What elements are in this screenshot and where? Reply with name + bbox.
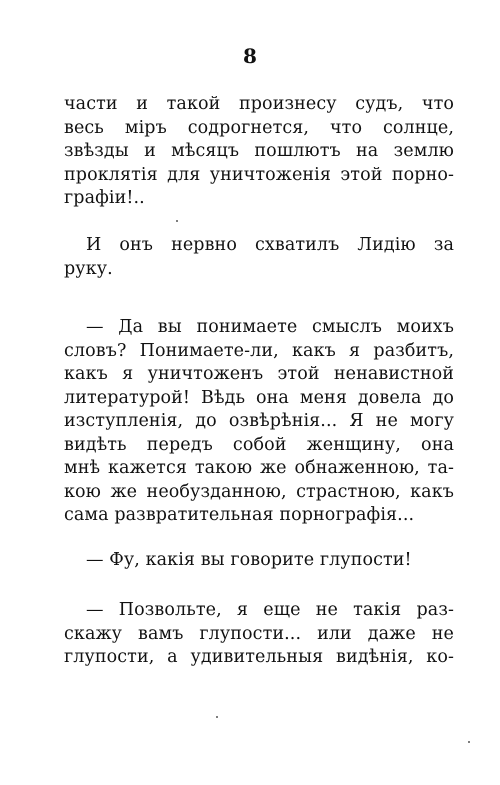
page-number: 8 (243, 44, 257, 68)
text-line: — Да вы понимаете смыслъ моихъ (86, 317, 454, 337)
text-line: весь міръ содрогнется, что солнце, (64, 117, 454, 138)
scan-speck (216, 716, 218, 718)
text-line: мнѣ кажется такою же обнаженною, та- (64, 458, 454, 478)
scan-speck (176, 220, 178, 222)
paragraph-2 (64, 234, 454, 281)
paragraph-3 (64, 316, 454, 528)
text-line: глупости, а удивительныя видѣнія, ко- (64, 647, 454, 667)
text-line: изступленія, до озвѣрѣнія... Я не могу (64, 411, 454, 431)
text-line: проклятія для уничтоженія этой порно- (64, 164, 454, 185)
text-line: графіи!.. (64, 188, 145, 208)
text-line: скажу вамъ глупости... или даже не (64, 623, 454, 644)
text-line: кою же необузданною, страстною, какъ (64, 481, 454, 502)
text-line: — Позвольте, я еще не такія раз- (86, 600, 454, 620)
paragraph-5 (64, 599, 454, 670)
text-line: — Фу, какія вы говорите глупости! (86, 550, 412, 570)
paragraph-4 (64, 549, 454, 573)
paragraph-1 (64, 93, 454, 211)
text-line: видѣть передъ собой женщину, она (64, 434, 454, 455)
text-line: И онъ нервно схватилъ Лидію за (86, 235, 454, 255)
text-line: части и такой произнесу судъ, что (64, 94, 454, 114)
text-line: сама развратительная порнографія... (64, 505, 415, 525)
text-line: словъ? Понимаете-ли, какъ я разбитъ, (64, 340, 454, 361)
text-line: литературой! Вѣдь она меня довела до (64, 387, 454, 408)
scan-speck (468, 741, 470, 743)
text-line: звѣзды и мѣсяцъ пошлютъ на землю (64, 141, 454, 161)
text-line: руку. (64, 258, 113, 279)
text-line: какъ я уничтоженъ этой ненавистной (64, 364, 454, 384)
